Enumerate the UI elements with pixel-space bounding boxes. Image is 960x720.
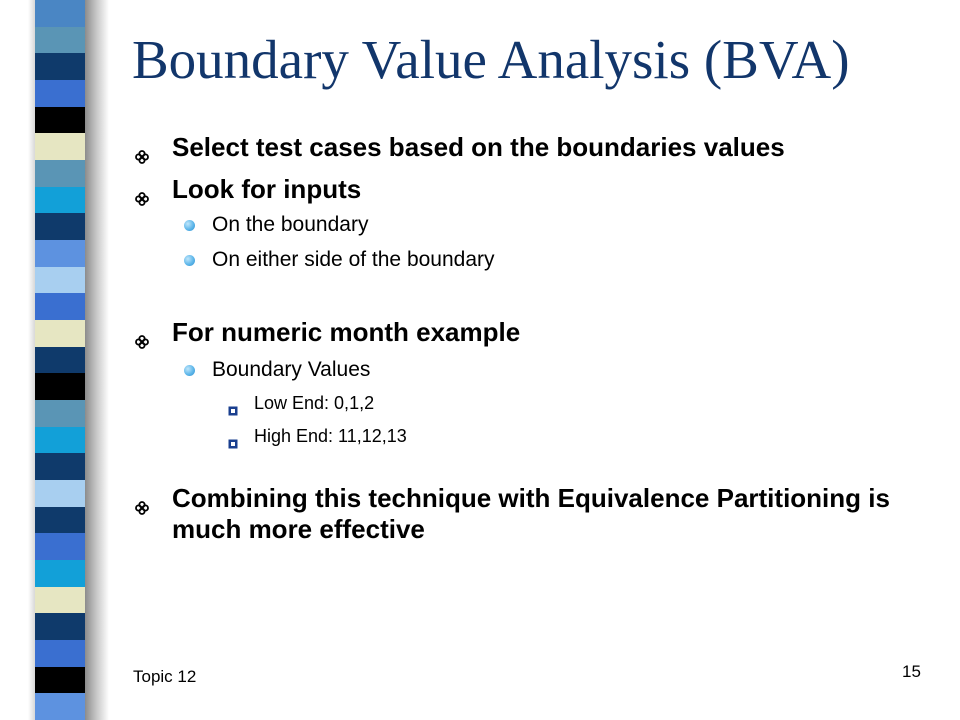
stripe-bar-edge xyxy=(28,0,35,720)
bullet-l3-icon xyxy=(228,432,238,442)
stripe-segment xyxy=(35,320,85,347)
bullet-text: On the boundary xyxy=(212,213,369,236)
stripe-segment xyxy=(35,27,85,54)
bullet-text: Boundary Values xyxy=(212,358,371,381)
stripe-segment xyxy=(35,587,85,614)
stripe-segment xyxy=(35,480,85,507)
stripe-segment xyxy=(35,80,85,107)
bullet-l1-icon xyxy=(135,491,149,505)
stripe-segment xyxy=(35,667,85,694)
stripe-segment xyxy=(35,453,85,480)
bullet-text: High End: 11,12,13 xyxy=(254,426,407,446)
sub-sub-bullet-item xyxy=(134,392,934,414)
stripe-segment xyxy=(35,347,85,374)
sub-sub-bullet-item xyxy=(134,425,934,447)
stripe-segment xyxy=(35,613,85,640)
stripe-segment xyxy=(35,240,85,267)
bullet-item-1 xyxy=(134,132,934,163)
stripe-segment xyxy=(35,187,85,214)
bullet-l1-icon xyxy=(135,140,149,154)
bullet-text: Combining this technique with Equivalence Partitioning is much more effective xyxy=(172,483,890,544)
stripe-segment xyxy=(35,133,85,160)
stripe-segment xyxy=(35,373,85,400)
bullet-item-4 xyxy=(134,483,934,545)
bullet-l2-icon xyxy=(184,365,195,376)
stripe-segment xyxy=(35,160,85,187)
stripe-segment xyxy=(35,293,85,320)
stripe-segment xyxy=(35,213,85,240)
bullet-item-3 xyxy=(134,317,934,348)
stripe-bar-shadow xyxy=(85,0,109,720)
stripe-segment xyxy=(35,693,85,720)
bullet-text: Select test cases based on the boundaries values xyxy=(172,132,785,162)
slide-number: 15 xyxy=(902,662,921,681)
slide-body xyxy=(134,132,934,545)
bullet-l1-icon xyxy=(135,325,149,339)
bullet-text: Low End: 0,1,2 xyxy=(254,393,375,413)
stripe-segment xyxy=(35,400,85,427)
bullet-l2-icon xyxy=(184,255,195,266)
bullet-l2-icon xyxy=(184,220,195,231)
bullet-text: Look for inputs xyxy=(172,174,362,204)
stripe-segment xyxy=(35,107,85,134)
slide-title: Boundary Value Analysis (BVA) xyxy=(132,29,850,90)
stripe-segment xyxy=(35,0,85,27)
bullet-item-2 xyxy=(134,174,934,205)
bullet-text: On either side of the boundary xyxy=(212,248,495,271)
stripe-segment xyxy=(35,427,85,454)
stripe-segment xyxy=(35,53,85,80)
bullet-l1-icon xyxy=(135,182,149,196)
sub-bullet-item xyxy=(134,212,934,238)
sub-bullet-item xyxy=(134,247,934,273)
footer-topic: Topic 12 xyxy=(133,667,197,686)
bullet-text: For numeric month example xyxy=(172,317,521,347)
bullet-l3-icon xyxy=(228,399,238,409)
stripe-segment xyxy=(35,640,85,667)
sub-bullet-item xyxy=(134,357,934,383)
stripe-segment xyxy=(35,507,85,534)
stripe-segment xyxy=(35,267,85,294)
stripe-segment xyxy=(35,533,85,560)
stripe-segment xyxy=(35,560,85,587)
decorative-stripe-bar xyxy=(35,0,85,720)
